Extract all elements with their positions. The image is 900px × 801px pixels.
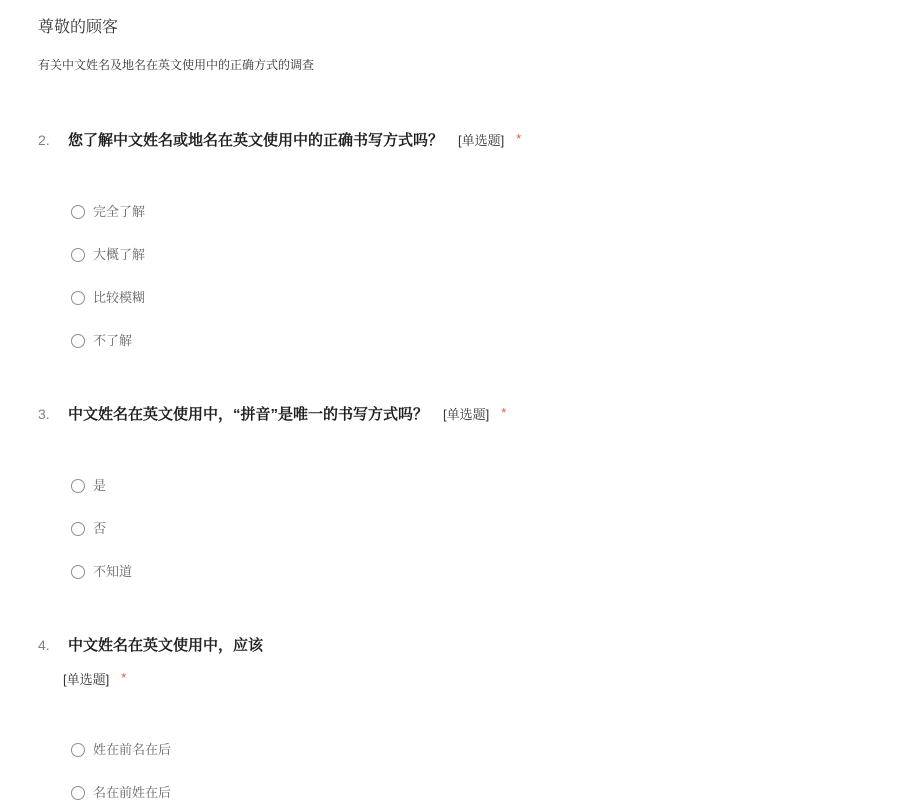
survey-title: 尊敬的顾客 (38, 19, 119, 36)
question-type-label: [单选题] (458, 133, 505, 148)
radio-button-icon[interactable] (71, 205, 85, 219)
radio-option-label[interactable]: 不知道 (93, 564, 133, 579)
question-block (38, 130, 845, 349)
question-meta (48, 671, 263, 689)
radio-option[interactable] (71, 563, 845, 580)
question-list (38, 130, 845, 801)
radio-option-label[interactable]: 姓在前名在后 (93, 742, 172, 757)
radio-option-label[interactable]: 不了解 (93, 333, 133, 348)
radio-button-icon[interactable] (71, 565, 85, 579)
required-asterisk: * (121, 670, 127, 685)
option-list (71, 477, 845, 580)
radio-option-label[interactable]: 完全了解 (93, 204, 146, 219)
question-meta (428, 406, 506, 423)
radio-option[interactable] (71, 332, 845, 349)
question-header (38, 635, 845, 689)
question-title: 中文姓名在英文使用中，“拼音”是唯一的书写方式吗？ (68, 406, 429, 423)
radio-option[interactable] (71, 741, 845, 758)
question-number: 2. (38, 132, 50, 148)
radio-option[interactable] (71, 246, 845, 263)
question-type-label: [单选题] (443, 407, 490, 422)
radio-option[interactable] (71, 289, 845, 306)
radio-option-label[interactable]: 是 (93, 478, 107, 493)
question-header (38, 404, 845, 425)
question-main (68, 404, 506, 425)
radio-button-icon[interactable] (71, 334, 85, 348)
question-block (38, 404, 845, 580)
question-number: 3. (38, 406, 50, 422)
radio-option[interactable] (71, 203, 845, 220)
option-list (71, 203, 845, 349)
radio-option-label[interactable]: 比较模糊 (93, 290, 146, 305)
question-header (38, 130, 845, 151)
radio-button-icon[interactable] (71, 248, 85, 262)
radio-button-icon[interactable] (71, 479, 85, 493)
question-title: 中文姓名在英文使用中，应该 (68, 637, 264, 654)
question-block (38, 635, 845, 801)
radio-option-label[interactable]: 名在前姓在后 (93, 785, 172, 800)
question-meta (443, 132, 521, 149)
question-type-label: [单选题] (63, 672, 110, 687)
question-title: 您了解中文姓名或地名在英文使用中的正确书写方式吗？ (68, 132, 444, 149)
question-main (63, 635, 264, 689)
required-asterisk: * (501, 405, 507, 420)
radio-option-label[interactable]: 大概了解 (93, 247, 146, 262)
option-list (71, 741, 845, 801)
question-main (68, 130, 521, 151)
radio-button-icon[interactable] (71, 522, 85, 536)
radio-button-icon[interactable] (71, 786, 85, 800)
radio-option[interactable] (71, 477, 845, 494)
radio-button-icon[interactable] (71, 743, 85, 757)
radio-option-label[interactable]: 否 (93, 521, 107, 536)
radio-option[interactable] (71, 784, 845, 801)
required-asterisk: * (516, 131, 522, 146)
question-number: 4. (38, 637, 50, 653)
survey-subtitle: 有关中文姓名及地名在英文使用中的正确方式的调查 (38, 58, 315, 72)
radio-option[interactable] (71, 520, 845, 537)
radio-button-icon[interactable] (71, 291, 85, 305)
